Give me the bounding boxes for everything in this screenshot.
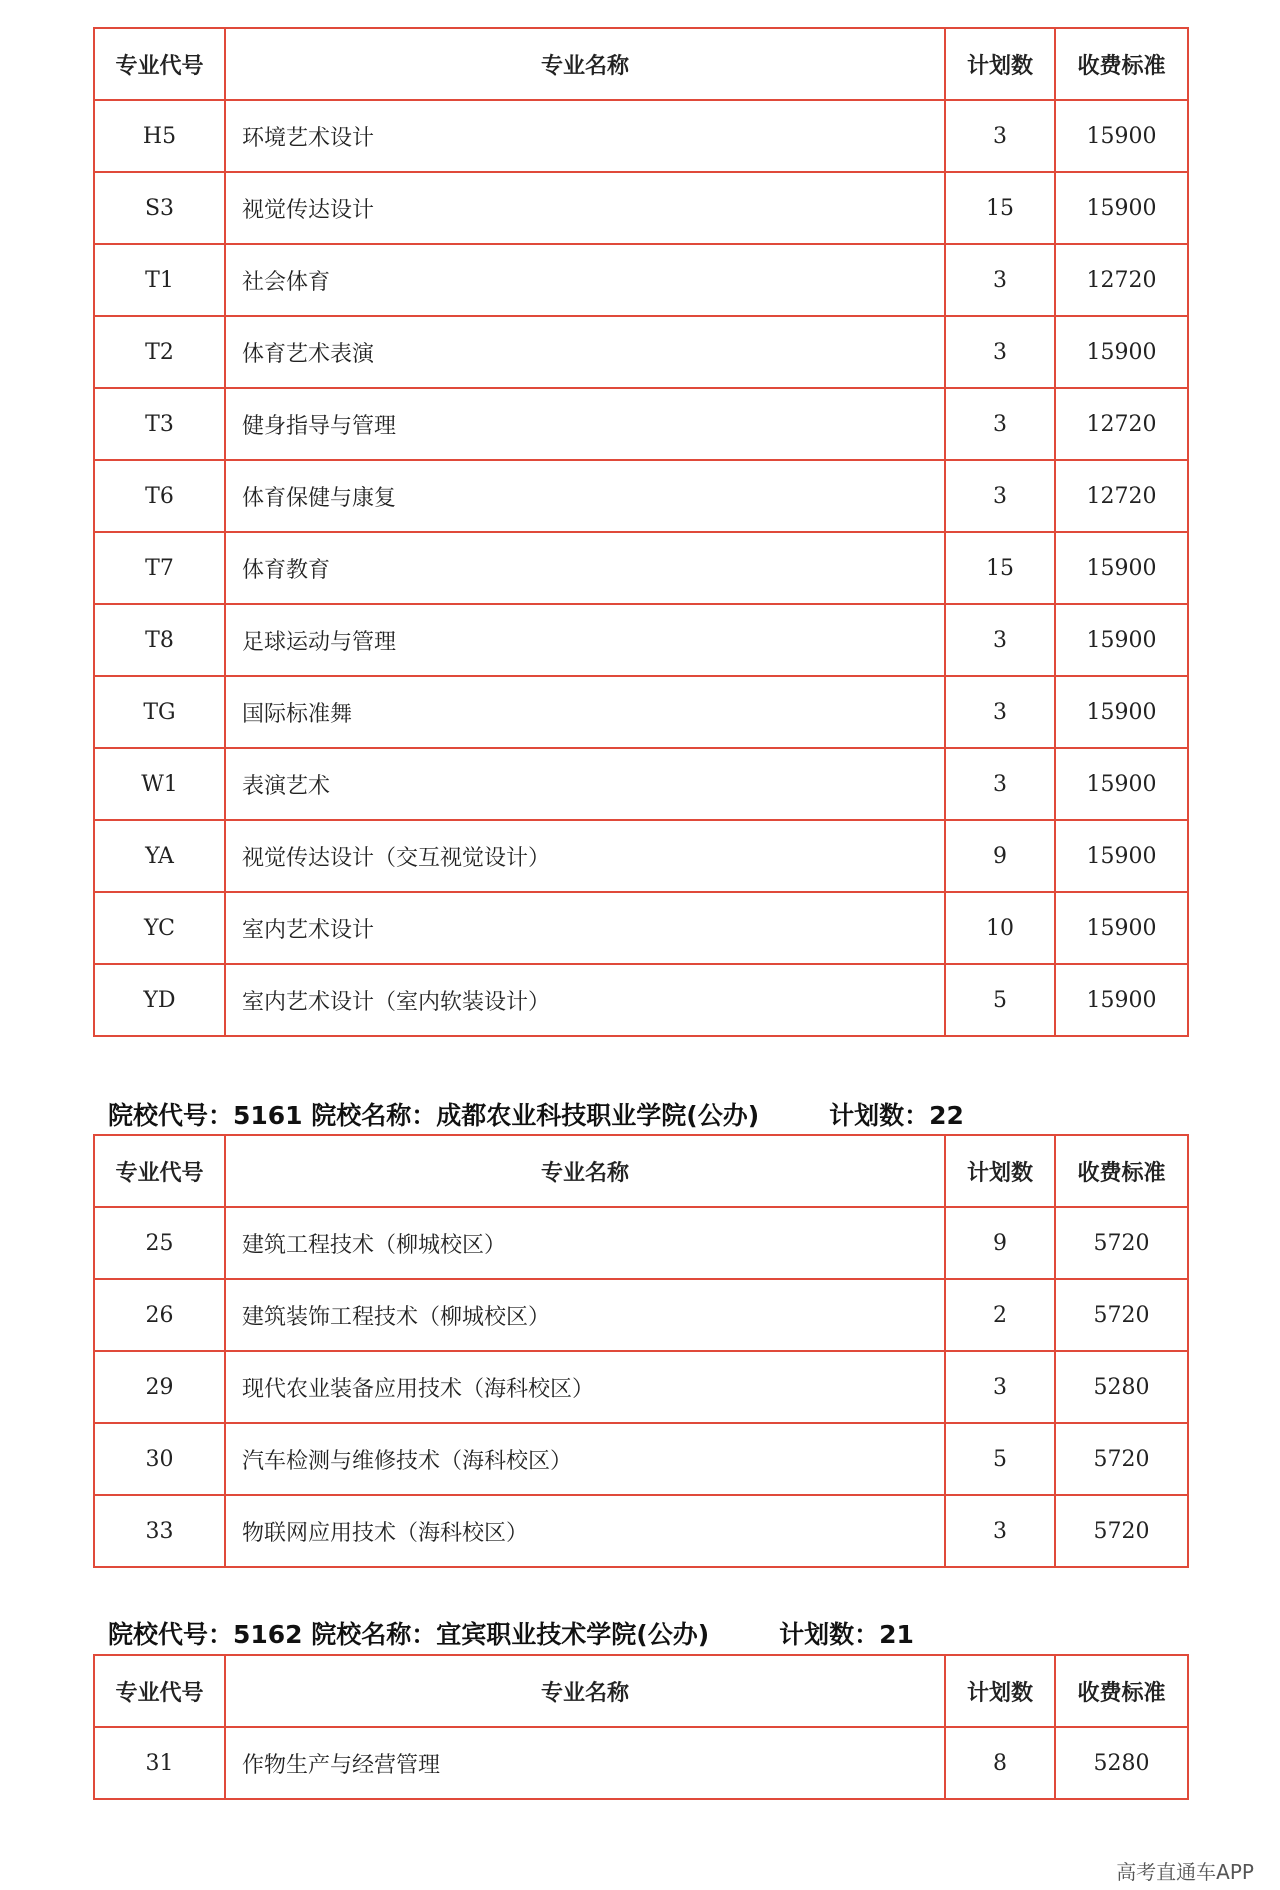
header-fee: 收费标准 [1055,28,1188,100]
program-table-5161 [93,1134,1189,1568]
cell-name: 建筑工程技术（柳城校区） [225,1207,945,1279]
cell-code: 25 [94,1207,225,1279]
school-header-5161 [108,1096,964,1136]
cell-fee: 15900 [1055,892,1188,964]
cell-name: 物联网应用技术（海科校区） [225,1495,945,1567]
cell-code: T7 [94,532,225,604]
cell-fee: 12720 [1055,244,1188,316]
cell-name: 室内艺术设计（室内软装设计） [225,964,945,1036]
table-row [94,820,1188,892]
cell-code: H5 [94,100,225,172]
cell-fee: 12720 [1055,460,1188,532]
header-plan: 计划数 [945,1655,1055,1727]
cell-plan: 3 [945,100,1055,172]
cell-name: 视觉传达设计（交互视觉设计） [225,820,945,892]
cell-fee: 5720 [1055,1495,1188,1567]
cell-fee: 5720 [1055,1423,1188,1495]
table-row [94,1279,1188,1351]
cell-code: S3 [94,172,225,244]
cell-name: 视觉传达设计 [225,172,945,244]
cell-name: 作物生产与经营管理 [225,1727,945,1799]
table-row [94,460,1188,532]
cell-code: 31 [94,1727,225,1799]
cell-plan: 3 [945,244,1055,316]
cell-plan: 3 [945,1495,1055,1567]
cell-plan: 9 [945,1207,1055,1279]
table-row [94,388,1188,460]
cell-fee: 5720 [1055,1207,1188,1279]
cell-fee: 12720 [1055,388,1188,460]
cell-fee: 5720 [1055,1279,1188,1351]
cell-plan: 10 [945,892,1055,964]
header-fee: 收费标准 [1055,1135,1188,1207]
table-row [94,964,1188,1036]
table-row [94,892,1188,964]
cell-plan: 15 [945,532,1055,604]
cell-code: T3 [94,388,225,460]
header-code: 专业代号 [94,1135,225,1207]
cell-fee: 15900 [1055,748,1188,820]
cell-fee: 15900 [1055,316,1188,388]
header-name: 专业名称 [225,28,945,100]
cell-plan: 3 [945,388,1055,460]
cell-name: 环境艺术设计 [225,100,945,172]
table-row [94,604,1188,676]
header-name: 专业名称 [225,1135,945,1207]
table-row [94,1423,1188,1495]
school-plan-count: 计划数：22 [829,1101,964,1130]
table-row [94,244,1188,316]
cell-name: 现代农业装备应用技术（海科校区） [225,1351,945,1423]
cell-code: YD [94,964,225,1036]
school-header-5162 [108,1615,914,1655]
cell-code: 29 [94,1351,225,1423]
cell-code: T1 [94,244,225,316]
cell-code: YC [94,892,225,964]
table-row [94,100,1188,172]
table-row [94,532,1188,604]
header-name: 专业名称 [225,1655,945,1727]
table-header-row [94,1135,1188,1207]
table-row [94,1207,1188,1279]
table-row [94,676,1188,748]
cell-code: 26 [94,1279,225,1351]
cell-plan: 3 [945,604,1055,676]
header-code: 专业代号 [94,28,225,100]
table-row [94,1351,1188,1423]
cell-fee: 5280 [1055,1727,1188,1799]
school-info: 院校代号：5162 院校名称：宜宾职业技术学院(公办) [108,1620,710,1649]
table-row [94,748,1188,820]
cell-plan: 3 [945,748,1055,820]
cell-fee: 15900 [1055,172,1188,244]
header-fee: 收费标准 [1055,1655,1188,1727]
cell-name: 健身指导与管理 [225,388,945,460]
table-row [94,1495,1188,1567]
cell-name: 国际标准舞 [225,676,945,748]
cell-code: W1 [94,748,225,820]
header-code: 专业代号 [94,1655,225,1727]
cell-fee: 15900 [1055,676,1188,748]
program-table-1 [93,27,1189,1037]
cell-fee: 15900 [1055,820,1188,892]
cell-plan: 5 [945,1423,1055,1495]
table-row [94,1727,1188,1799]
cell-fee: 15900 [1055,532,1188,604]
cell-code: T8 [94,604,225,676]
cell-code: YA [94,820,225,892]
cell-fee: 5280 [1055,1351,1188,1423]
cell-fee: 15900 [1055,964,1188,1036]
cell-plan: 3 [945,1351,1055,1423]
school-plan-count: 计划数：21 [779,1620,914,1649]
cell-plan: 5 [945,964,1055,1036]
cell-plan: 8 [945,1727,1055,1799]
cell-fee: 15900 [1055,604,1188,676]
cell-fee: 15900 [1055,100,1188,172]
school-info: 院校代号：5161 院校名称：成都农业科技职业学院(公办) [108,1101,760,1130]
program-table-5162 [93,1654,1189,1800]
cell-name: 建筑装饰工程技术（柳城校区） [225,1279,945,1351]
cell-code: 30 [94,1423,225,1495]
cell-code: T2 [94,316,225,388]
cell-plan: 3 [945,460,1055,532]
cell-name: 足球运动与管理 [225,604,945,676]
table-header-row [94,28,1188,100]
cell-name: 室内艺术设计 [225,892,945,964]
cell-name: 体育教育 [225,532,945,604]
cell-name: 汽车检测与维修技术（海科校区） [225,1423,945,1495]
table-header-row [94,1655,1188,1727]
cell-code: TG [94,676,225,748]
table-row [94,172,1188,244]
cell-name: 社会体育 [225,244,945,316]
cell-name: 表演艺术 [225,748,945,820]
watermark-text: 高考直通车APP [1116,1860,1254,1884]
cell-plan: 3 [945,316,1055,388]
cell-plan: 3 [945,676,1055,748]
cell-name: 体育保健与康复 [225,460,945,532]
cell-code: T6 [94,460,225,532]
cell-plan: 2 [945,1279,1055,1351]
cell-plan: 15 [945,172,1055,244]
cell-name: 体育艺术表演 [225,316,945,388]
cell-code: 33 [94,1495,225,1567]
header-plan: 计划数 [945,1135,1055,1207]
cell-plan: 9 [945,820,1055,892]
header-plan: 计划数 [945,28,1055,100]
table-row [94,316,1188,388]
